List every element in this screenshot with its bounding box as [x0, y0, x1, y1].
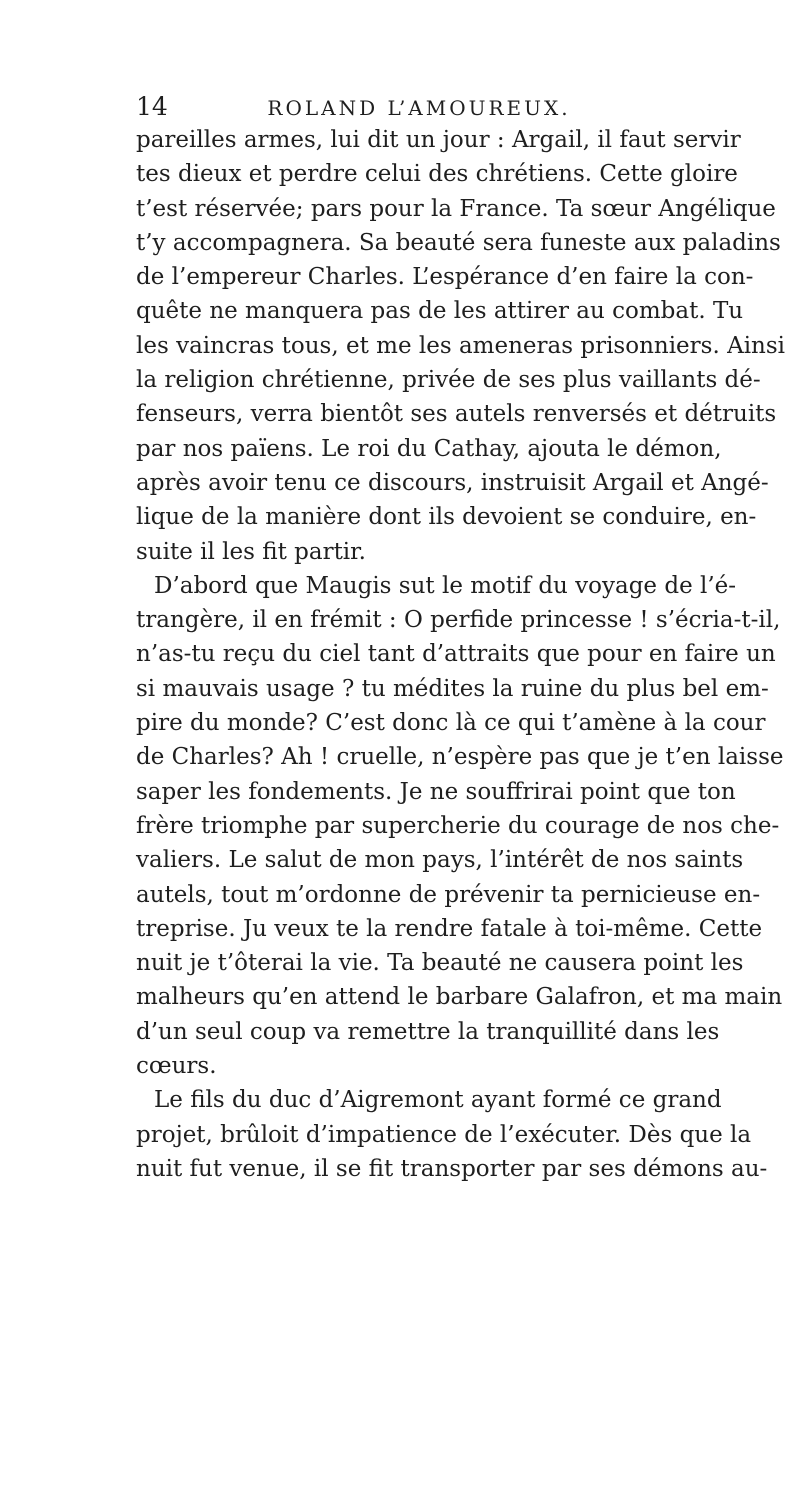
running-title: ROLAND L’AMOUREUX. [267, 96, 571, 120]
text-line: projet, brûloit d’impatience de l’exécuter. Dès que la [136, 1121, 752, 1148]
text-line: si mauvais usage ? tu médites la ruine du plus bel em- [136, 675, 769, 702]
text-line: la religion chrétienne, privée de ses plus vaillants dé- [136, 367, 761, 394]
text-line: d’un seul coup va remettre la tranquillité dans les [136, 1018, 720, 1045]
text-line: saper les fondements. Je ne souffrirai point que ton [136, 778, 736, 805]
text-line: frère triomphe par supercherie du courage de nos che- [136, 812, 780, 839]
text-line: pareilles armes, lui dit un jour : Argail, il faut servir [136, 127, 741, 153]
text-line: pire du monde? C’est donc là ce qui t’amène à la cour [136, 710, 766, 737]
text-line: malheurs qu’en attend le barbare Galafron, et ma main [136, 984, 783, 1011]
text-line: suite il les fit partir. [136, 538, 366, 565]
text-line: valiers. Le salut de mon pays, l’intérêt de nos saints [136, 847, 744, 874]
text-line: de Charles? Ah ! cruelle, n’espère pas que je t’en laisse [136, 744, 784, 771]
text-line: par nos païens. Le roi du Cathay, ajouta le démon, [136, 435, 722, 462]
text-line: D’abord que Maugis sut le motif du voyage de l’é- [154, 572, 737, 599]
text-line: lique de la manière dont ils devoient se conduire, en- [136, 504, 757, 531]
text-line: nuit fut venue, il se fit transporter par ses démons au- [136, 1155, 768, 1182]
text-line: après avoir tenu ce discours, instruisit Argail et Angé- [136, 469, 769, 496]
text-line: nuit je t’ôterai la vie. Ta beauté ne causera point les [136, 950, 744, 977]
text-line: Le fils du duc d’Aigremont ayant formé ce grand [154, 1087, 722, 1114]
text-line: t’est réservée; pars pour la France. Ta sœur Angélique [136, 195, 776, 222]
page-number: 14 [136, 92, 168, 121]
text-line: n’as-tu reçu du ciel tant d’attraits que pour en faire un [136, 641, 776, 668]
text-line: fenseurs, verra bientôt ses autels renversés et détruits [136, 401, 777, 428]
text-line: autels, tout m’ordonne de prévenir ta pernicieuse en- [136, 881, 761, 908]
text-line: quête ne manquera pas de les attirer au combat. Tu [136, 298, 744, 325]
text-line: treprise. Ju veux te la rendre fatale à toi-même. Cette [136, 915, 763, 942]
text-line: cœurs. [136, 1053, 217, 1080]
text-line: les vaincras tous, et me les ameneras prisonniers. Ainsi [136, 332, 786, 359]
text-line: de l’empereur Charles. L’espérance d’en faire la con- [136, 264, 754, 291]
text-line: t’y accompagnera. Sa beauté sera funeste aux paladins [136, 229, 781, 256]
body-text [136, 123, 786, 1186]
page-header [136, 92, 702, 122]
text-line: tes dieux et perdre celui des chrétiens. Cette gloire [136, 161, 738, 188]
text-line: trangère, il en frémit : O perfide princesse ! s’écria-t-il, [136, 607, 781, 634]
